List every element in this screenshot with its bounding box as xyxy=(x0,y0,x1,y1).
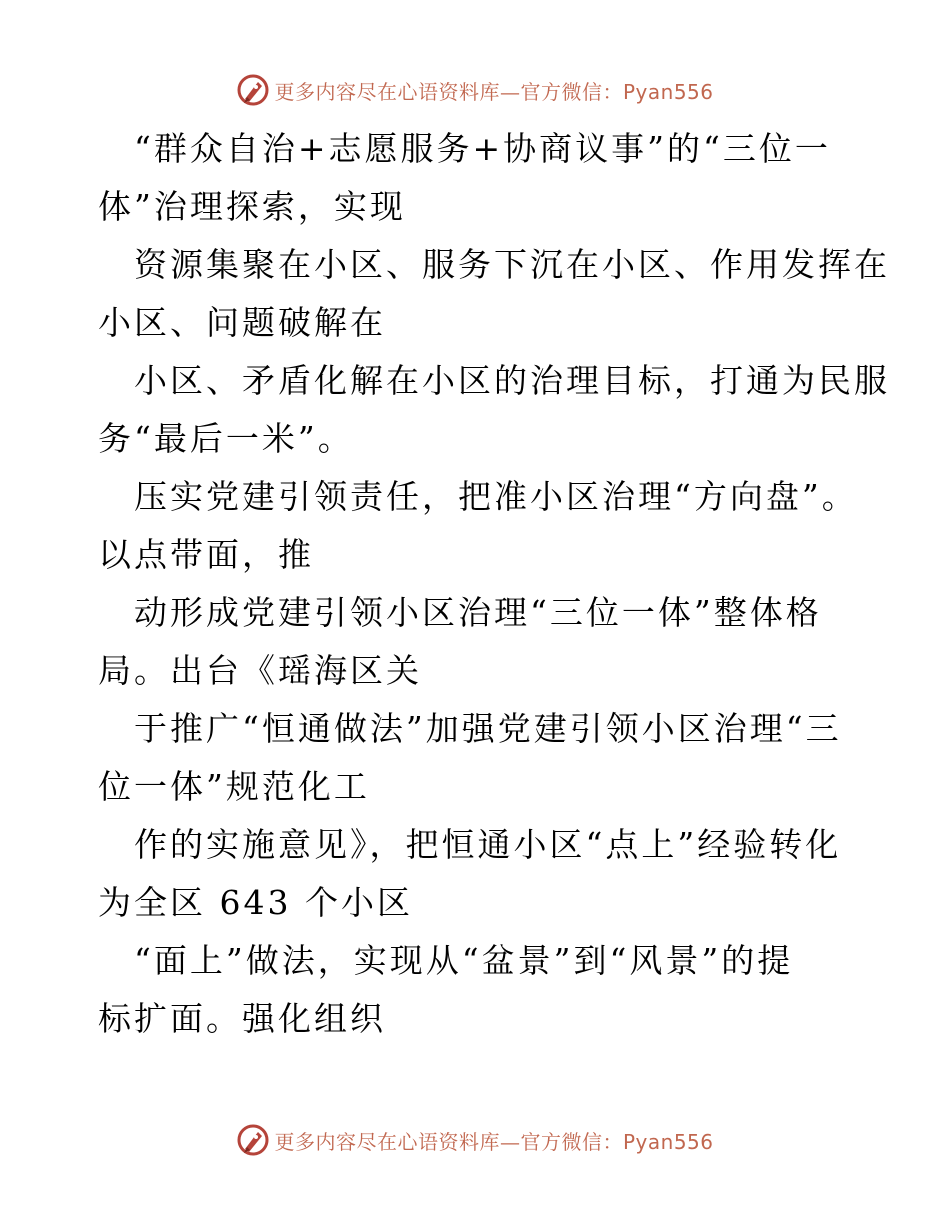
paragraph xyxy=(98,816,858,932)
watermark-wechat-id: Pyan556 xyxy=(622,79,714,104)
text-line: 资源集聚在小区、服务下沉在小区、作用发挥在 xyxy=(134,245,890,284)
watermark-group xyxy=(236,73,713,107)
paragraph xyxy=(98,700,858,816)
text-line: 小区、问题破解在 xyxy=(98,303,386,342)
text-line: “面上”做法，实现从“盆景”到“风景”的提 xyxy=(134,941,794,980)
text-line: 以点带面，推 xyxy=(98,535,314,574)
pen-nib-logo-icon xyxy=(236,73,270,107)
text-line: 小区、矛盾化解在小区的治理目标，打通为民服 xyxy=(134,361,890,400)
header-watermark xyxy=(0,70,950,110)
pen-nib-logo-icon xyxy=(236,1123,270,1157)
document-body xyxy=(98,120,890,1048)
text-line: 于推广“恒通做法”加强党建引领小区治理“三 xyxy=(134,709,842,748)
text-line: 务“最后一米”。 xyxy=(98,419,354,458)
paragraph xyxy=(98,584,858,700)
paragraph xyxy=(98,932,858,1048)
text-line: 位一体”规范化工 xyxy=(98,767,370,806)
watermark-text xyxy=(274,1126,713,1155)
text-line: 为全区 643 个小区 xyxy=(98,883,413,922)
text-line: “群众自治+志愿服务+协商议事”的“三位一 xyxy=(134,129,831,168)
paragraph xyxy=(98,352,890,468)
text-line: 动形成党建引领小区治理“三位一体”整体格 xyxy=(134,593,822,632)
watermark-wechat-id: Pyan556 xyxy=(622,1129,714,1154)
text-line: 体”治理探索，实现 xyxy=(98,187,406,226)
text-line: 作的实施意见》，把恒通小区“点上”经验转化 xyxy=(134,825,842,864)
paragraph xyxy=(98,120,858,236)
watermark-group xyxy=(236,1123,713,1157)
watermark-prefix: 更多内容尽在心语资料库—官方微信： xyxy=(274,79,623,104)
watermark-text xyxy=(274,76,713,105)
paragraph xyxy=(98,468,858,584)
footer-watermark xyxy=(0,1120,950,1160)
watermark-prefix: 更多内容尽在心语资料库—官方微信： xyxy=(274,1129,623,1154)
paragraph xyxy=(98,236,890,352)
text-line: 标扩面。强化组织 xyxy=(98,999,386,1038)
text-line: 局。出台《瑶海区关 xyxy=(98,651,422,690)
text-line: 压实党建引领责任，把准小区治理“方向盘”。 xyxy=(134,477,858,516)
